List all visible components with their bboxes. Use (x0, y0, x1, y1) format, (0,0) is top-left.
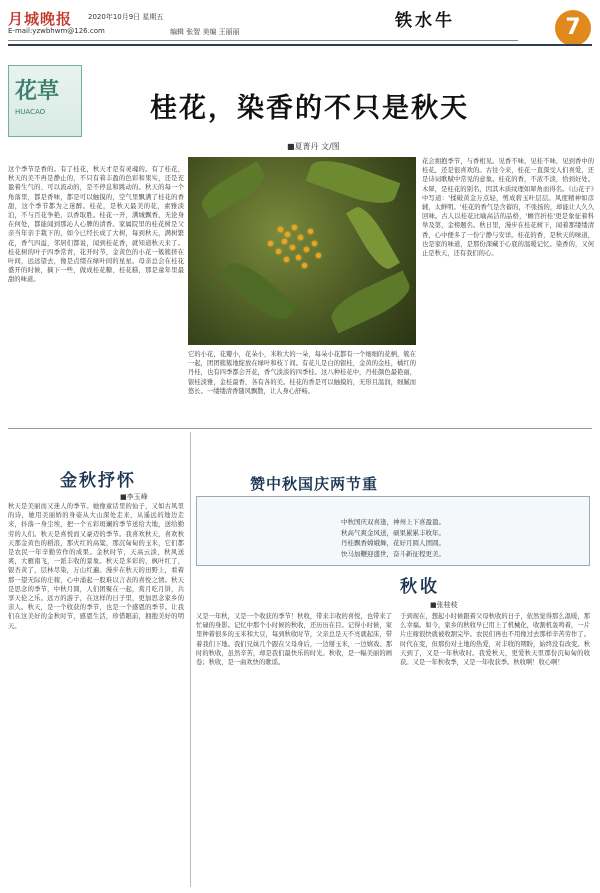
header-thick-rule (8, 44, 592, 46)
column-logo-title: 花草 (15, 78, 60, 104)
column-separator (190, 432, 191, 887)
main-article-center-column: 它的小花，花瓣小，花朵小，米粒大的一朵，每朵小花都有一个细细的花柄，簇在一起，团团簇簇地绽放在绿叶和枝丫间。有花儿是白的银桂，金黄的金桂，橘红的丹桂，也有四季都会开花，香气淡淡的四季桂。这八种桂花中，丹桂颜色最艳丽，银桂淡雅，金桂最香，各有各的美。桂花的香是可以触摸的，无形且温润，细腻而悠长。一缕缕清香随风飘散，让人身心舒畅。 (188, 351, 416, 395)
qiushou-headline: 秋收 (400, 577, 440, 597)
page-number-badge: 7 (555, 10, 591, 46)
jinqiu-headline: 金秋抒怀 (60, 471, 136, 491)
column-logo-subtitle: HUACAO (15, 108, 46, 116)
issue-date: 2020年10月9日 星期五 (88, 13, 164, 21)
qiushou-right-column: 于到现在，想起小时候跟着父母秋收的日子，依然觉得那么温暖，那么幸福。如今，家乡的秋收早已用上了机械化，收割机轰鸣着，一片片庄稼很快就被收割完毕。农民们再也不用像过去那样辛苦劳作了。时代在变，但那份对土地的热爱，对丰收的期盼，始终没有改变。秋天到了，又是一年秋收时。我爱秋天，更爱秋天里那份沉甸甸的收获。又是一年秋收季，又是一年收获季。秋收啊！收心啊！ (400, 613, 590, 667)
section-title: 铁水牛 (395, 11, 455, 31)
qiushou-left-column: 又是一年秋，又是一个收获的季节！秋收，带来丰收的喜悦，也带来了忙碌的身影。记忆中那个小时候的秋收，还历历在目。记得小时候，家里种着很多的玉米和大豆，每到秋收时节，父亲总是天不亮就起床，带着我们下地。我们兄妹几个跟在父母身后，一边掰玉米，一边嬉戏。那时的秋收，虽然辛苦，却是我们最快乐的时光。秋收，是一幅美丽的画卷；秋收，是一曲欢快的歌谣。 (196, 613, 392, 667)
header-rule (8, 40, 518, 41)
poem-line: 丹桂飘香嫦娥舞，花好月圆人团圆。 (341, 539, 445, 547)
jinqiu-byline: ■李玉峰 (120, 493, 148, 501)
main-headline: 桂花，染香的不只是秋天 (150, 93, 469, 124)
poem-box (196, 496, 590, 566)
jinqiu-body: 秋天是美丽而又迷人的季节。她像童话里的仙子，又如古风里的诗，她用美丽娇的身姿从大山深处走来，从遥远的地边走来，抖落一身尘埃，把一个五彩斑斓的季节送给大地，送给勤劳的人们。秋天是喜悦而又豪迈的季节。我喜欢秋天，喜欢秋天那金黄色的稻浪，那火红的高粱，那沉甸甸的玉米，它们都是农民一年辛勤劳作的成果。金秋时节，天高云淡，秋风送爽，大雁南飞，一派丰收的景象。秋天是多彩的，枫叶红了，银杏黄了，层林尽染，万山红遍。漫步在秋天的田野上，看着那一望无际的庄稼，心中涌起一股难以言表的喜悦之情。秋天是思念的季节，中秋月圆，人们团聚在一起，赏月吃月饼，共享天伦之乐。远方的游子，在这样的日子里，更加思念家乡的亲人。秋天，是一个收获的季节，也是一个感恩的季节。让我们在这美好的金秋时节，感恩生活，珍惜眼前，拥抱美好的明天。 (8, 503, 184, 630)
section-divider (8, 428, 592, 429)
poem-line: 中秋国庆双喜逢，神州上下喜盈盈。 (341, 518, 445, 526)
column-logo (8, 65, 82, 137)
qiushou-byline: ■张桂枝 (430, 601, 458, 609)
main-byline: ■夏菁丹 文/图 (287, 142, 340, 151)
editor-credits: 编辑 张智 美编 王丽丽 (170, 28, 240, 36)
contact-email: E-mail:yzwbhwm@126.com (8, 27, 105, 35)
main-article-left-column: 这个季节是香的。有了桂花，秋天才是有灵魂的。有了桂花，秋天的美不再是静止的，不只有着丰盈的色彩和果实，还是充盈着生气的、可以流动的，是不停息和跳动的。秋天的每一个角落里，都是香味，都是可以触摸的，空气里飘满了桂花的香甜，这个季节都为之迷醉。桂花，是秋天最美的花，素雅淡泊，不与百花争艳，以香取胜。桂花一开，满城飘香，无论身在何处，都能闻到那沁人心脾的清香。家属院里的桂花树是父亲当年亲手栽下的，如今已经长成了大树，每到秋天，满树繁花，香气四溢，邻居们都说，闻到桂花香，就知道秋天来了。桂花树的叶子四季常青，花开时节，金黄色的小花一簇簇挤在叶间，远远望去，像是点缀在绿叶间的星星。母亲总会在桂花盛开的时候，摘下一些，做成桂花糖、桂花糕，那是童年里最甜的味道。 (8, 166, 184, 284)
zan-headline: 赞中秋国庆两节重 (250, 475, 379, 493)
main-article-right-column: 花会拥抱季节，与香相见。见香不味，见桂不味，见到香中的桂花，还是很喜欢的。古往今来，桂花一直深受人们喜爱，还是诗词歌赋中常见的意象。桂花的香，不浓不淡，恰到好处。木犀，是桂花的别名，因其木质纹理如犀角而得名。《山花子》中写道：'揉破黄金万点轻，剪成碧玉叶层层。风度精神如彦辅，太鲜明。'桂花的香气是含蓄的，不张扬的，却能让人久久回味。古人以桂花比喻高洁的品格，'蟾宫折桂'更是象征着科举及第，金榜题名。秋日里，漫步在桂花树下，闻着那缕缕清香，心中便多了一份宁静与安详。桂花的香，是秋天的味道，也是家的味道，是那份深藏于心底的温暖记忆。染香的，又何止是秋天，还有我们的心。 (422, 158, 594, 258)
osmanthus-photo (188, 157, 416, 345)
newspaper-logo: 月城晚报 (8, 10, 73, 28)
poem-line: 秋高气爽金风送，硕果累累丰收年。 (341, 528, 445, 537)
poem-line: 快马加鞭迎盛世，奋斗新征程更美。 (341, 549, 445, 558)
